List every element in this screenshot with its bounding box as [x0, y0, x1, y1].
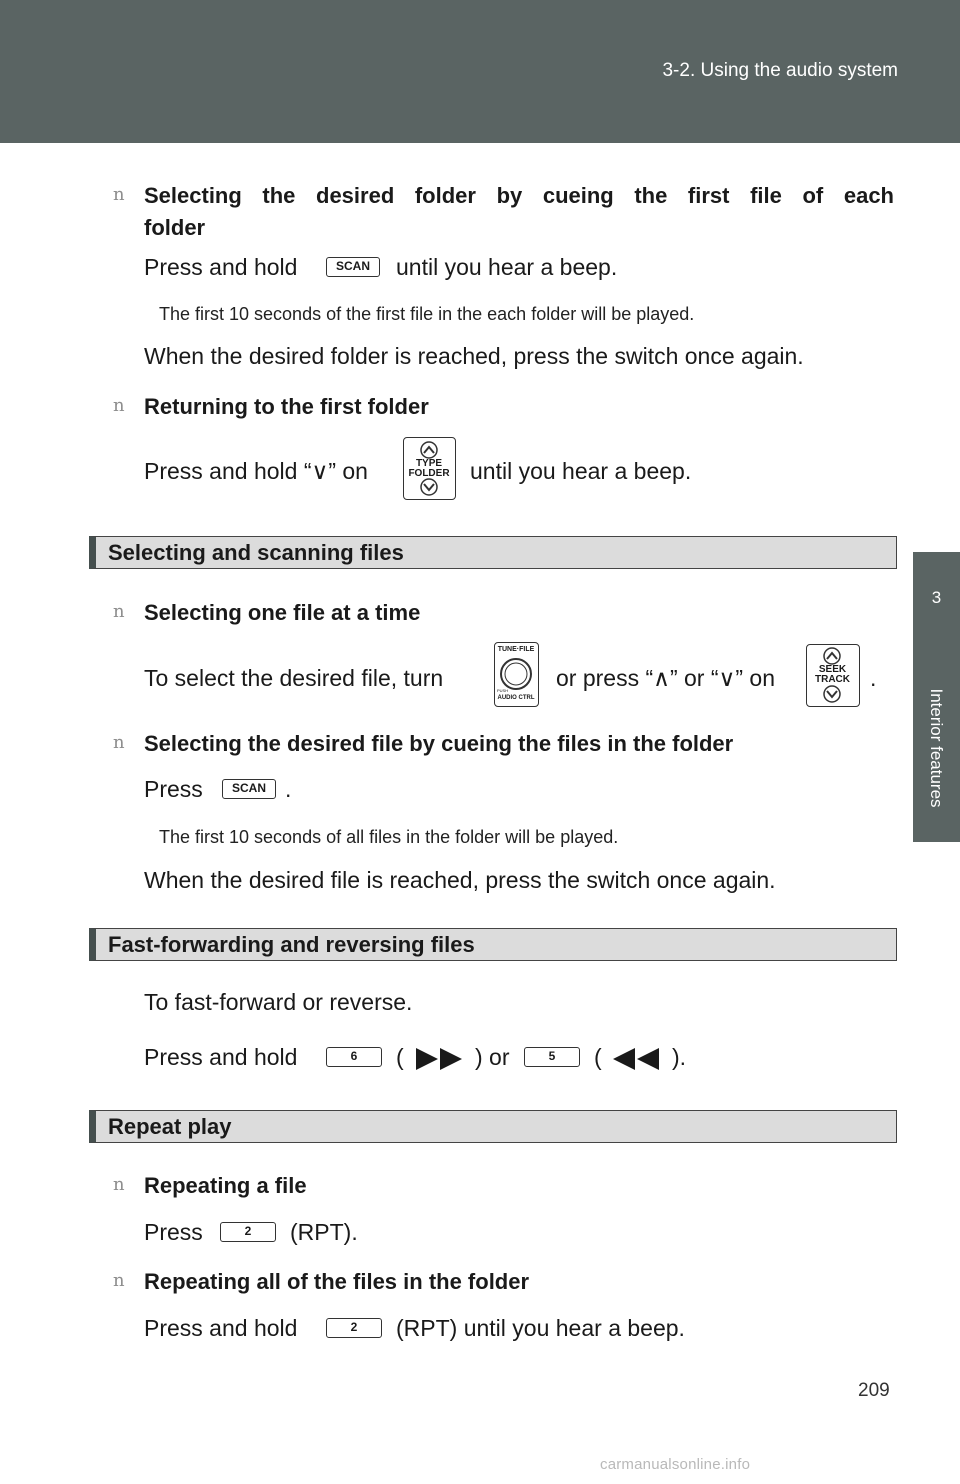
bullet-marker: n: [113, 1270, 125, 1291]
page-header: [0, 0, 960, 143]
paren-open-2: (: [594, 1044, 602, 1070]
one-file-instr-mid: or press “∧” or “∨” on: [556, 665, 775, 691]
seek-label-2: TRACK: [815, 674, 850, 685]
one-file-instr-post: .: [870, 665, 877, 691]
type-folder-label-1: TYPE: [415, 458, 443, 469]
fast-forward-icon: [414, 1046, 466, 1072]
paren-close-end: ).: [672, 1044, 687, 1070]
audio-ctrl-label: AUDIO CTRL: [497, 695, 535, 701]
first-folder-instr-pre: Press and hold “∨” on: [144, 458, 368, 484]
push-label: PUSH: [497, 688, 509, 693]
repeat-all-instr-pre: Press and hold: [144, 1315, 298, 1341]
seek-label-1: SEEK: [818, 664, 847, 675]
cue-files-title: Selecting the desired file by cueing the files in the folder: [144, 731, 734, 756]
rewind-icon: [611, 1046, 663, 1072]
one-file-title: Selecting one file at a time: [144, 600, 421, 625]
cue-files-after: When the desired file is reached, press the switch once again.: [144, 867, 776, 893]
chapter-number: 3: [931, 588, 942, 607]
bullet-marker: n: [113, 1174, 125, 1195]
page-number: 209: [858, 1380, 890, 1401]
cue-files-instr-pre: Press: [144, 776, 203, 802]
tune-file-label: TUNE·FILE: [497, 646, 535, 653]
repeat-file-title: Repeating a file: [144, 1173, 307, 1198]
bullet-marker: n: [113, 732, 125, 753]
paren-open: (: [396, 1044, 404, 1070]
bullet-marker: n: [113, 601, 125, 622]
paren-close-or: ) or: [475, 1044, 510, 1070]
preset-6-button-icon: 6: [326, 1047, 382, 1067]
bullet-marker: n: [113, 395, 125, 416]
one-file-instr-pre: To select the desired file, turn: [144, 665, 444, 691]
tune-file-knob-icon: [494, 642, 539, 707]
folder-cue-after: When the desired folder is reached, press the switch once again.: [144, 343, 804, 369]
fast-forward-instr-pre: Press and hold: [144, 1044, 298, 1070]
scan-button-icon: SCAN: [326, 257, 380, 277]
fast-forward-line1: To fast-forward or reverse.: [144, 989, 413, 1015]
first-folder-title: Returning to the first folder: [144, 394, 429, 419]
preset-2-button-icon: 2: [326, 1318, 382, 1338]
repeat-file-instr-pre: Press: [144, 1219, 203, 1245]
scan-button-icon: SCAN: [222, 779, 276, 799]
preset-5-button-icon: 5: [524, 1047, 580, 1067]
section-heading-repeat: Repeat play: [89, 1110, 897, 1143]
repeat-all-title: Repeating all of the files in the folder: [144, 1269, 530, 1294]
folder-cue-instr-pre: Press and hold: [144, 254, 298, 280]
type-folder-label-2: FOLDER: [408, 468, 450, 479]
repeat-file-instr-post: (RPT).: [290, 1219, 358, 1245]
folder-cue-note: The first 10 seconds of the first file in the each folder will be played.: [159, 304, 695, 324]
section-heading-scanning: Selecting and scanning files: [89, 536, 897, 569]
folder-cue-title-1: Selecting the desired folder by cueing the first file of each: [144, 183, 894, 208]
chapter-label: Interior features: [927, 688, 946, 808]
bullet-marker: n: [113, 184, 125, 205]
preset-2-button-icon: 2: [220, 1222, 276, 1242]
repeat-all-instr-post: (RPT) until you hear a beep.: [396, 1315, 685, 1341]
type-folder-button-icon: [403, 437, 456, 500]
cue-files-instr-post: .: [285, 776, 292, 802]
folder-cue-instr-post: until you hear a beep.: [396, 254, 618, 280]
section-heading-fast-forward: Fast-forwarding and reversing files: [89, 928, 897, 961]
folder-cue-title-2: folder: [144, 215, 206, 240]
cue-files-note: The first 10 seconds of all files in the folder will be played.: [159, 827, 619, 847]
header-title: 3-2. Using the audio system: [662, 60, 898, 81]
watermark: carmanualsonline.info: [600, 1456, 751, 1473]
seek-track-button-icon: [806, 644, 860, 707]
first-folder-instr-post: until you hear a beep.: [470, 458, 692, 484]
